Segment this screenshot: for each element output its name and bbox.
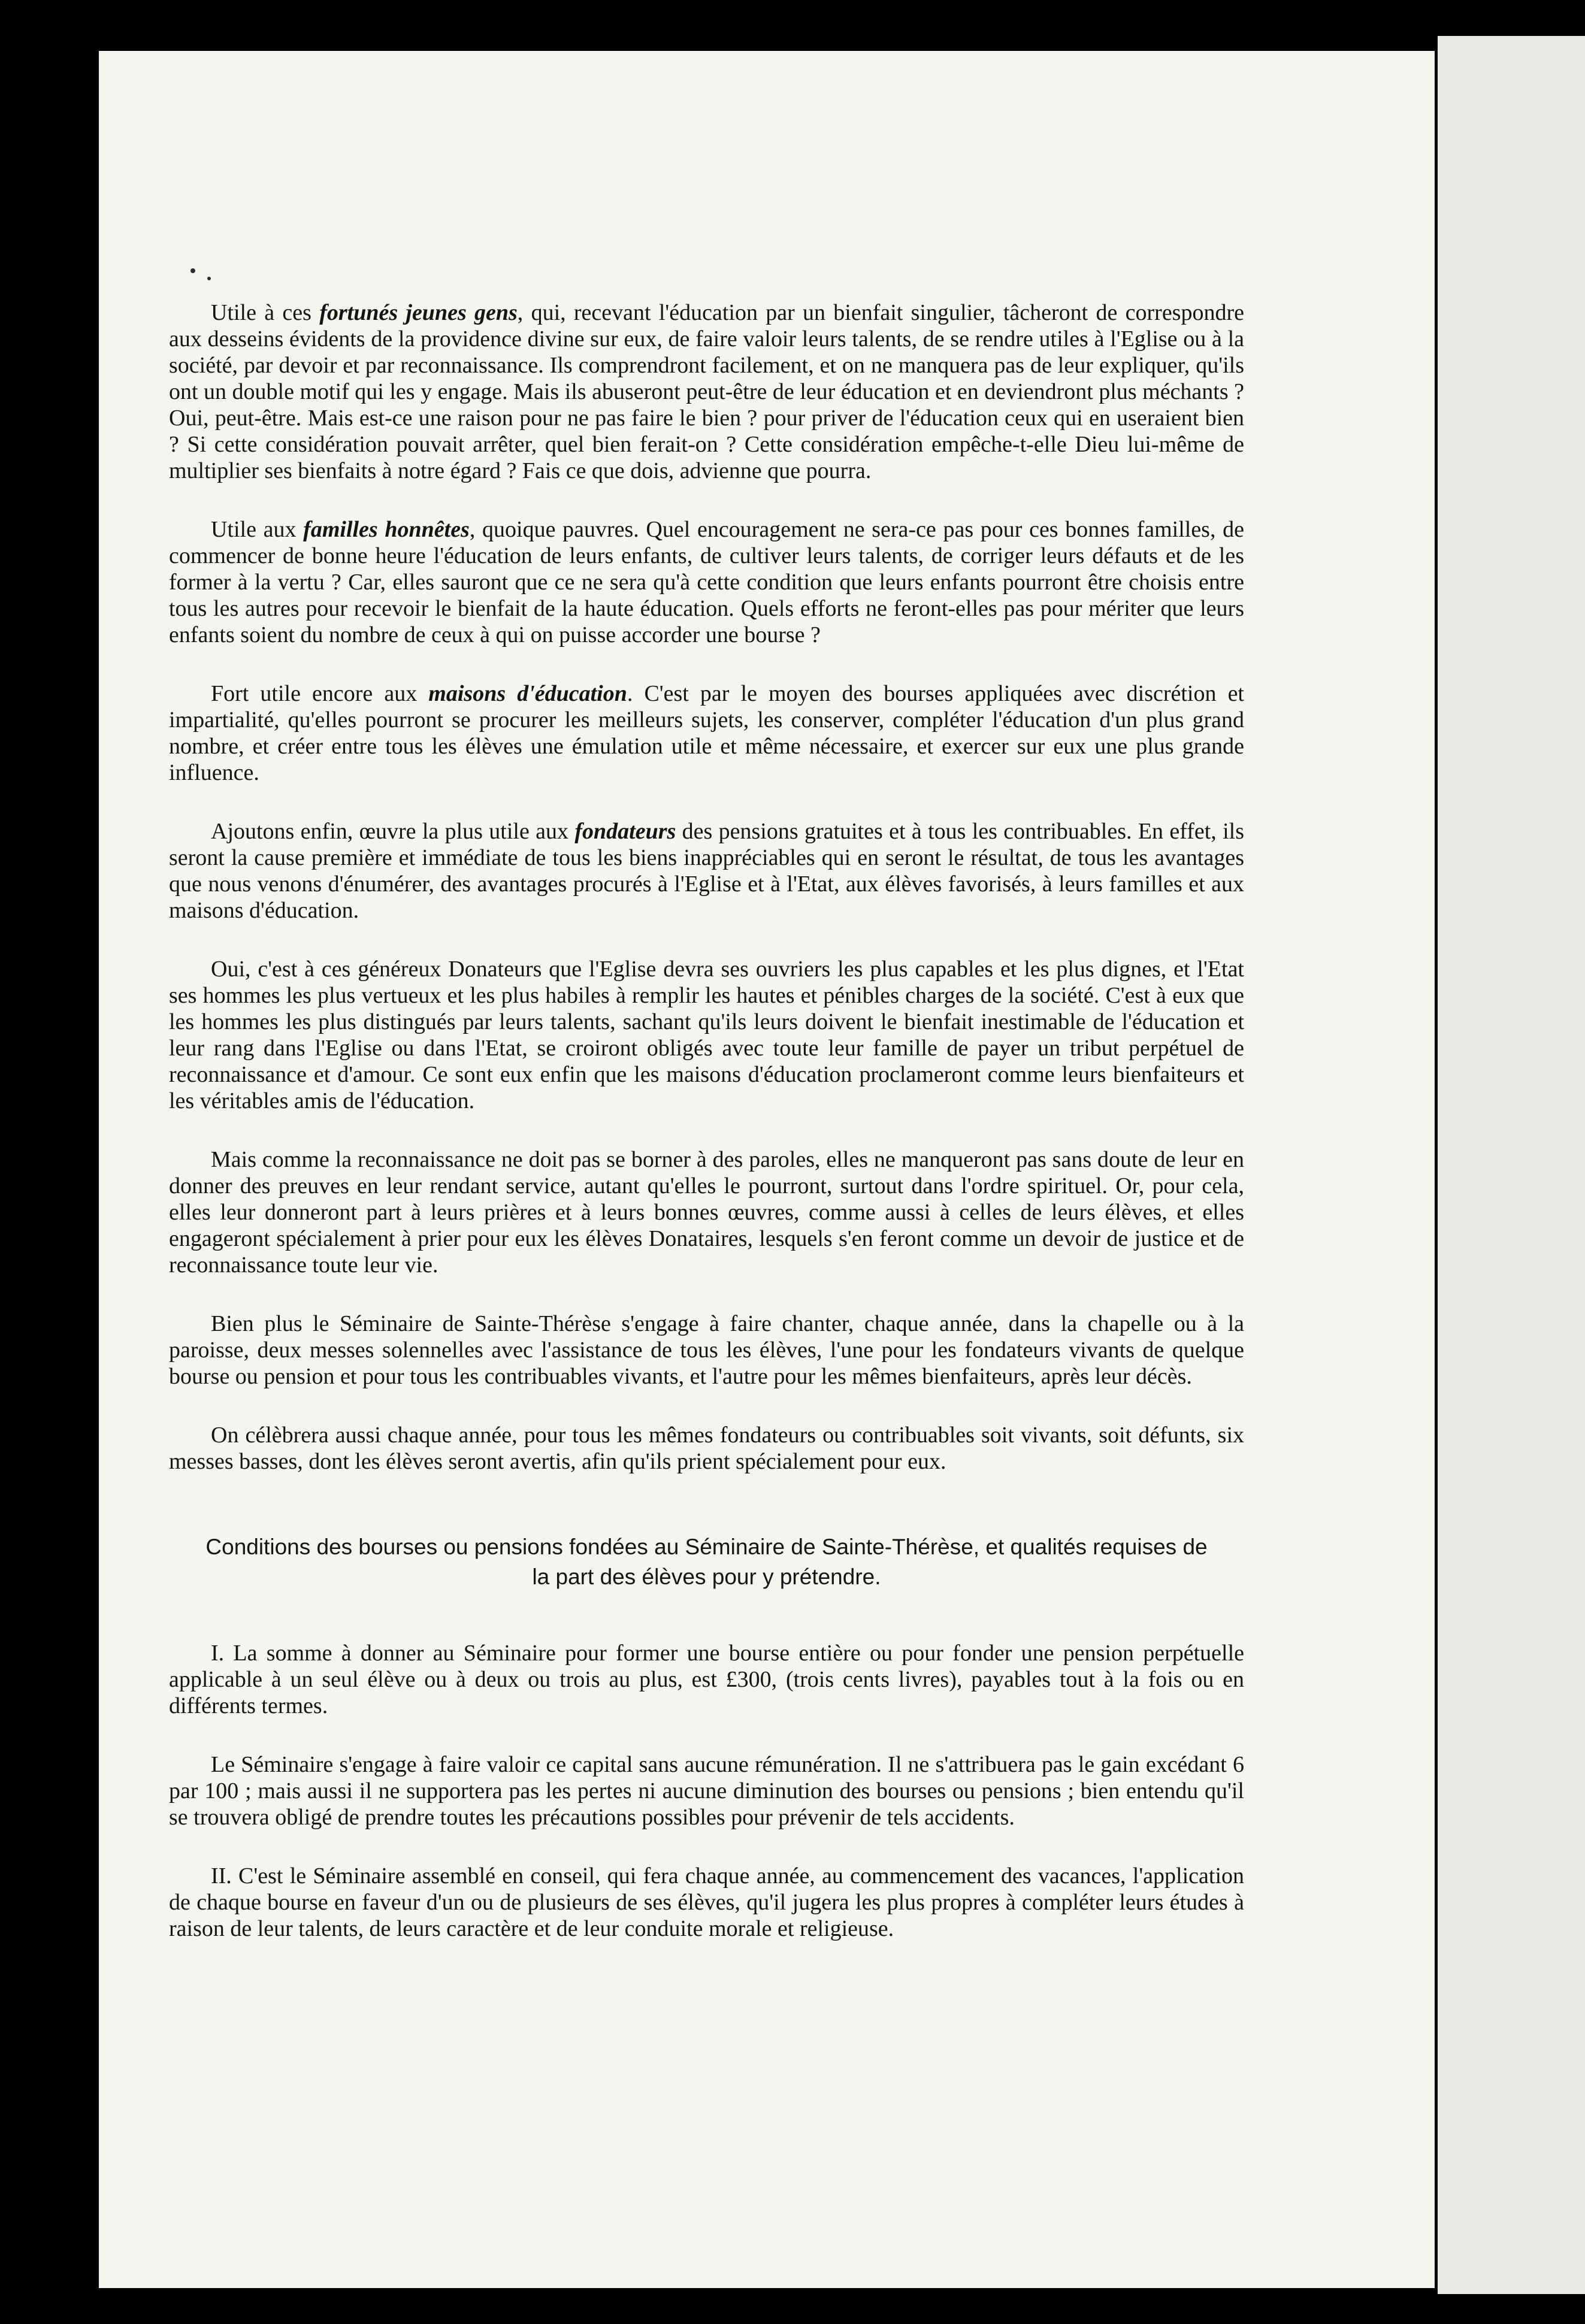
document-body [169,299,1244,1974]
paragraph: Oui, c'est à ces généreux Donateurs que l'Eglise devra ses ouvriers les plus capables et les plus dignes, et l'Etat ses hommes les plus vertueux et les plus habiles à remplir les hautes et pénibles charges de la société. C'est à eux que les hommes les plus distingués par leurs talents, sachant qu'ils leurs doivent le bienfait inestimable de l'éducation et leur rang dans l'Eglise ou dans l'Etat, se croiront obligés avec toute leur famille de payer un tribut perpétuel de reconnaissance et d'amour. Ce sont eux enfin que les maisons d'éducation proclameront comme leurs bienfaiteurs et les véritables amis de l'éducation. [169,957,1244,1113]
paragraph: On célèbrera aussi chaque année, pour tous les mêmes fondateurs ou contribuables soit vivants, soit défunts, six messes basses, dont les élèves seront avertis, afin qu'ils prient spécialement pour eux. [169,1423,1244,1474]
scan-speck [207,277,211,280]
condition-paragraph: I. La somme à donner au Séminaire pour former une bourse entière ou pour fonder une pension perpétuelle applicable à un seul élève ou à deux ou trois au plus, est £300, (trois cents livres), payables tout à la fois ou en différents termes. [169,1641,1244,1718]
paragraph: Ajoutons enfin, œuvre la plus utile aux fondateurs des pensions gratuites et à tous les contribuables. En effet, ils seront la cause première et immédiate de tous les biens inappréciables qui en seront le résultat, de tous les avantages que nous venons d'énumérer, des avantages procurés à l'Eglise et à l'Etat, aux élèves favorisés, à leurs familles et aux maisons d'éducation. [169,819,1245,923]
paragraph: Utile à ces fortunés jeunes gens, qui, recevant l'éducation par un bienfait singulier, tâcheront de correspondre aux desseins évidents de la providence divine sur eux, de faire valoir leurs talents, de se rendre utiles à l'Eglise ou à la société, par devoir et par reconnaissance. Ils comprendront facilement, et on ne manquera pas de leur expliquer, qu'ils ont un double motif qui les y engage. Mais ils abuseront peut-être de leur éducation et en deviendront plus méchants ? Oui, peut-être. Mais est-ce une raison pour ne pas faire le bien ? pour priver de l'éducation ceux qui en useraient bien ? Si cette considération pouvait arrêter, quel bien ferait-on ? Cette considération empêche-t-elle Dieu lui-même de multiplier ses bienfaits à notre égard ? Fais ce que dois, advienne que pourra. [169,300,1244,483]
section-heading: Conditions des bourses ou pensions fondées au Séminaire de Sainte-Thérèse, et qualités requises de la part des élèves pour y prétendre. [205,1535,1208,1589]
condition-paragraph: Le Séminaire s'engage à faire valoir ce capital sans aucune rémunération. Il ne s'attribuera pas le gain excédant 6 par 100 ; mais aussi il ne supportera pas les pertes ni aucune diminution des bourses ou pensions ; bien entendu qu'il se trouvera obligé de prendre toutes les précautions possibles pour prévenir de tels accidents. [169,1752,1244,1830]
paragraph: Bien plus le Séminaire de Sainte-Thérèse s'engage à faire chanter, chaque année, dans la chapelle ou à la paroisse, deux messes solennelles avec l'assistance de tous les élèves, l'une pour les fondateurs vivants de quelque bourse ou pension et pour tous les contribuables vivants, et l'autre pour les mêmes bienfaiteurs, après leur décès. [169,1311,1244,1389]
paragraph: Utile aux familles honnêtes, quoique pauvres. Quel encouragement ne sera-ce pas pour ces bonnes familles, de commencer de bonne heure l'éducation de leurs enfants, de cultiver leurs talents, de corriger leurs défauts et de les former à la vertu ? Car, elles sauront que ce ne sera qu'à cette condition que leurs enfants pourront être choisis entre tous les autres pour recevoir le bienfait de la haute éducation. Quels efforts ne feront-elles pas pour mériter que leurs enfants soient du nombre de ceux à qui on puisse accorder une bourse ? [169,517,1244,647]
paragraph: Fort utile encore aux maisons d'éducation. C'est par le moyen des bourses appliquées avec discrétion et impartialité, qu'elles pourront se procurer les meilleurs sujets, les conserver, compléter l'éducation d'un plus grand nombre, et créer entre tous les élèves une émulation utile et même nécessaire, et exercer sur eux une plus grande influence. [169,681,1244,785]
scan-speck [190,268,195,273]
adjacent-page-strip [1438,36,1585,2294]
condition-paragraph: II. C'est le Séminaire assemblé en conseil, qui fera chaque année, au commencement des vacances, l'application de chaque bourse en faveur d'un ou de plusieurs de ses élèves, qu'il jugera les plus propres à compléter leurs études à raison de leur talents, de leurs caractère et de leur conduite morale et religieuse. [169,1863,1244,1941]
paragraph: Mais comme la reconnaissance ne doit pas se borner à des paroles, elles ne manqueront pas sans doute de leur en donner des preuves en leur rendant service, autant qu'elles le pourront, surtout dans l'ordre spirituel. Or, pour cela, elles leur donneront part à leurs prières et à leurs bonnes œuvres, comme aussi à celles de leurs élèves, et elles engageront spécialement à prier pour eux les élèves Donataires, lesquels s'en feront comme un devoir de justice et de reconnaissance toute leur vie. [169,1147,1244,1278]
